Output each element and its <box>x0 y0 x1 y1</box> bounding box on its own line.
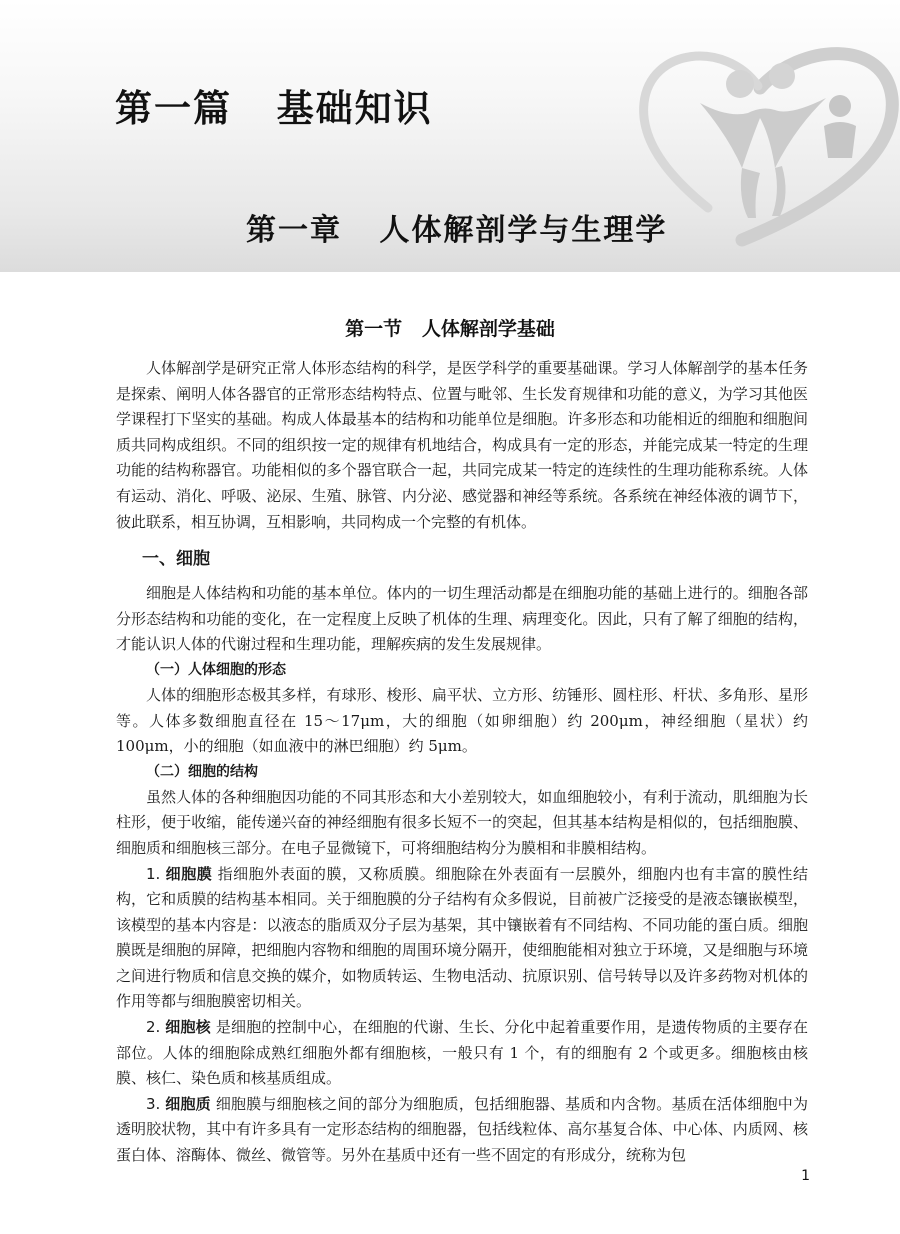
item-number: 2. <box>146 1018 161 1037</box>
chapter-title: 第一章 人体解剖学与生理学 <box>246 213 668 248</box>
cell-intro-paragraph: 细胞是人体结构和功能的基本单位。体内的一切生理活动都是在细胞功能的基础上进行的。细胞各部分形态结构和功能的变化，在一定程度上反映了机体的生理、病理变化。因此，只有了解了细胞的结构，才能认识人体的代谢过程和生理功能，理解疾病的发生发展规律。 <box>116 584 808 654</box>
part-title: 第一篇 基础知识 <box>115 86 433 130</box>
item-term: 细胞膜 <box>165 864 213 883</box>
item-text: 是细胞的控制中心，在细胞的代谢、生长、分化中起着重要作用，是遗传物质的主要存在部位。人体的细胞除成熟红细胞外都有细胞核，一般只有 1 个，有的细胞有 2 个或更多。细胞核由核膜、核仁、染色质和核基质组成。 <box>116 1018 808 1088</box>
item-text: 细胞膜与细胞核之间的部分为细胞质，包括细胞器、基质和内含物。基质在活体细胞中为透明胶状物，其中有许多具有一定形态结构的细胞器，包括线粒体、高尔基复合体、中心体、内质网、核蛋白体、溶酶体、微丝、微管等。另外在基质中还有一些不固定的有形成分，统称为包 <box>116 1094 808 1165</box>
cell-heading: 一、细胞 <box>142 549 210 570</box>
structure-heading: （二）细胞的结构 <box>146 763 258 780</box>
morphology-paragraph: 人体的细胞形态极其多样，有球形、梭形、扁平状、立方形、纺锤形、圆柱形、杆状、多角形、星形等。人体多数细胞直径在 15～17μm，大的细胞（如卵细胞）约 200μm，神经细胞（星状）约 100μm，小的细胞（如血液中的淋巴细胞）约 5μm。 <box>116 685 808 756</box>
item-number: 1. <box>146 864 161 883</box>
structure-paragraph: 虽然人体的各种细胞因功能的不同其形态和大小差别较大，如血细胞较小，有利于流动，肌细胞为长柱形，便于收缩，能传递兴奋的神经细胞有很多长短不一的突起，但其基本结构是相似的，包括细胞膜、细胞质和细胞核三部分。在电子显微镜下，可将细胞结构分为膜相和非膜相结构。 <box>116 787 808 857</box>
page-number: 1 <box>801 1168 810 1184</box>
body-text <box>116 356 808 1169</box>
item-text: 指细胞外表面的膜，又称质膜。细胞除在外表面有一层膜外，细胞内也有丰富的膜性结构，它和质膜的结构基本相同。关于细胞膜的分子结构有众多假说，目前被广泛接受的是液态镶嵌模型，该模型的基本内容是：以液态的脂质双分子层为基架，其中镶嵌着有不同结构、不同功能的蛋白质。细胞膜既是细胞的屏障，把细胞内容物和细胞的周围环境分隔开，使细胞能相对独立于环境，又是细胞与环境之间进行物质和信息交换的媒介，如物质转运、生物电活动、抗原识别、信号转导以及许多药物对机体的作用等都与细胞膜密切相关。 <box>116 864 808 1011</box>
cell-membrane-paragraph <box>116 862 808 1016</box>
morphology-heading: （一）人体细胞的形态 <box>146 661 286 678</box>
cytoplasm-paragraph <box>116 1092 808 1169</box>
section-title: 第一节 人体解剖学基础 <box>345 318 555 340</box>
item-number: 3. <box>146 1094 161 1113</box>
intro-paragraph: 人体解剖学是研究正常人体形态结构的科学，是医学科学的重要基础课。学习人体解剖学的基本任务是探索、阐明人体各器官的正常形态结构特点、位置与毗邻、生长发育规律和功能的意义，为学习其他医学课程打下坚实的基础。构成人体最基本的结构和功能单位是细胞。许多形态和功能相近的细胞和细胞间质共同构成组织。不同的组织按一定的规律有机地结合，构成具有一定的形态，并能完成某一特定的生理功能的结构称器官。功能相似的多个器官联合一起，共同完成某一特定的连续性的生理功能称系统。人体有运动、消化、呼吸、泌尿、生殖、脉管、内分泌、感觉器和神经等系统。各系统在神经体液的调节下，彼此联系，相互协调，互相影响，共同构成一个完整的有机体。 <box>116 359 808 531</box>
heart-figures-logo-icon <box>630 18 900 248</box>
cell-nucleus-paragraph <box>116 1015 808 1092</box>
item-term: 细胞核 <box>165 1018 211 1037</box>
item-term: 细胞质 <box>165 1094 211 1113</box>
chapter-banner <box>0 0 900 272</box>
